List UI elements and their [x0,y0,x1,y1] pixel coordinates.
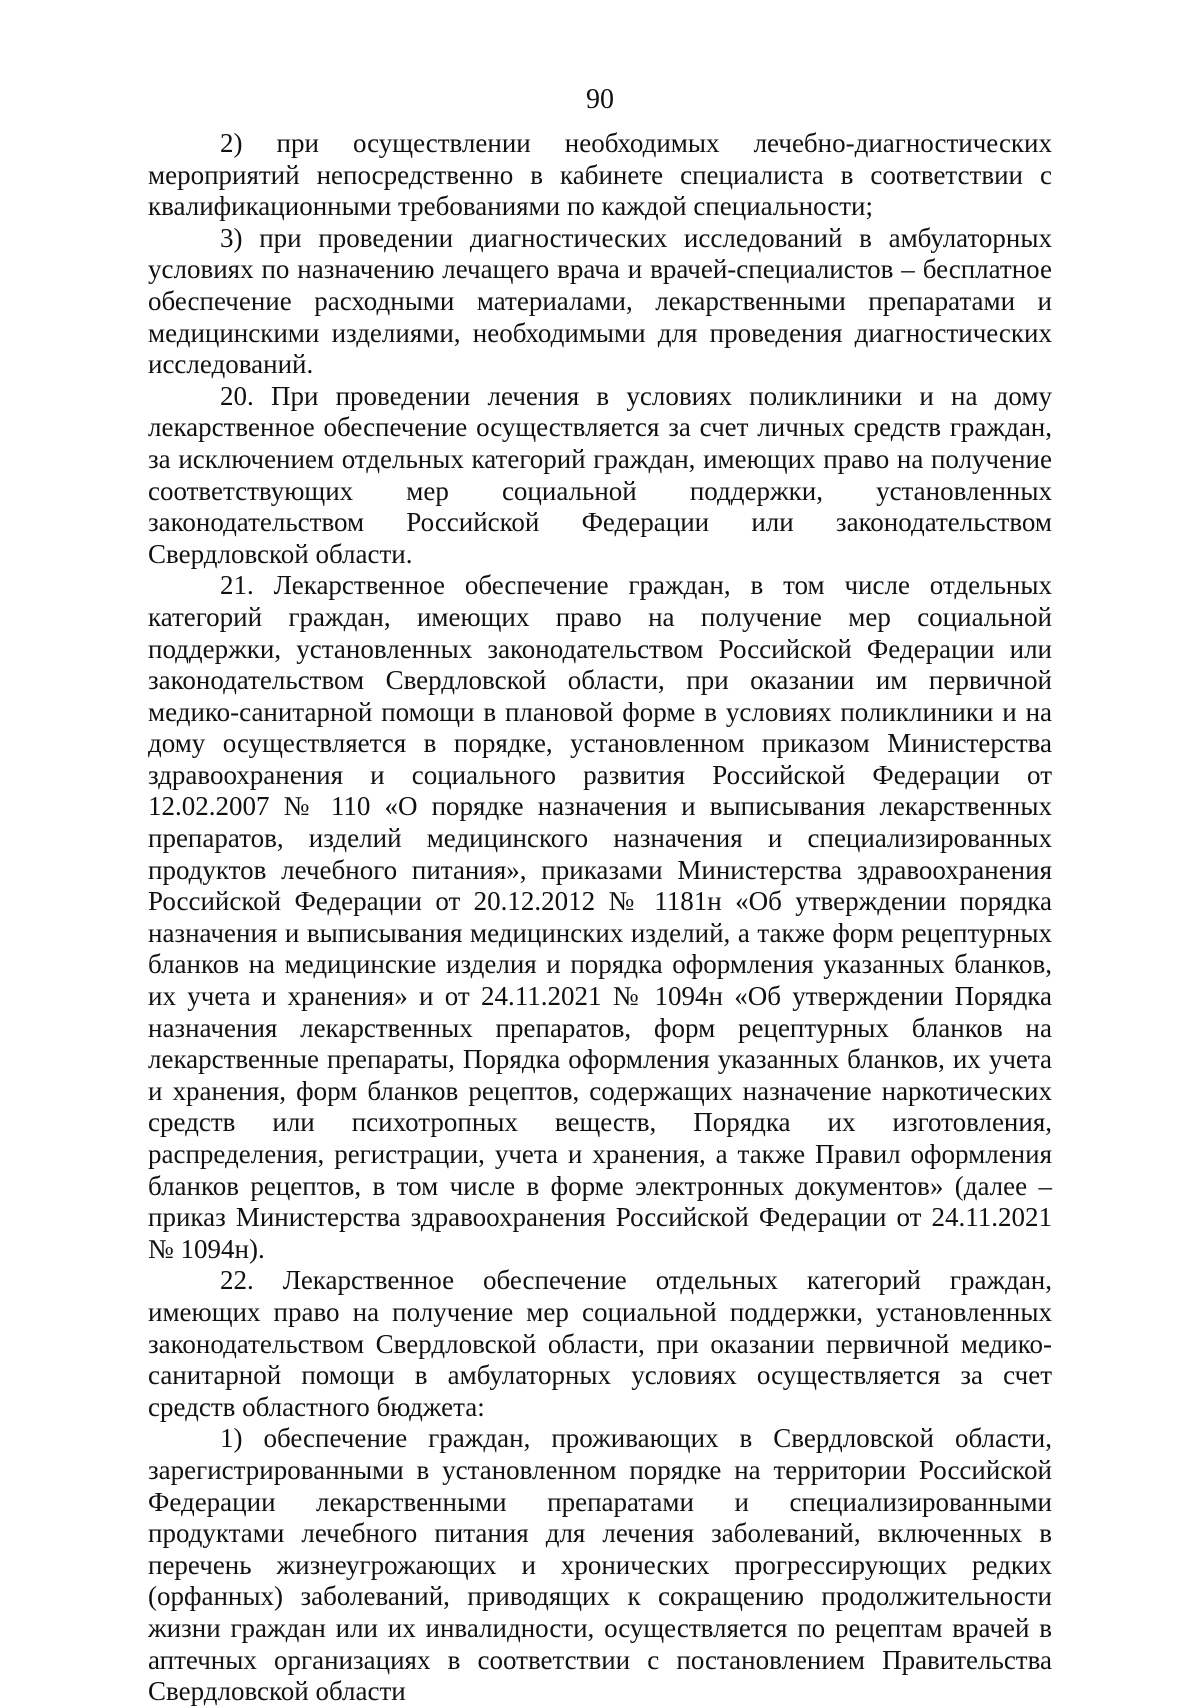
paragraph-item-2: 2) при осуществлении необходимых лечебно-диагностических мероприятий непосредственно в кабинете специалиста в соответствии с квалификационными требованиями по каждой специальности; [148,128,1052,222]
paragraph-20: 20. При проведении лечения в условиях поликлиники и на дому лекарственное обеспечение осуществляется за счет личных средств граждан, за исключением отдельных категорий граждан, имеющих право на получение соответствующих мер социальной поддержки, установленных законодательством Российской Федерации или законодательством Свердловской области. [148,380,1052,569]
paragraph-item-3: 3) при проведении диагностических исследований в амбулаторных условиях по назначению лечащего врача и врачей-специалистов – бесплатное обеспечение расходными материалами, лекарственными препаратами и медицинскими изделиями, необходимыми для проведения диагностических исследований. [148,222,1052,380]
paragraph-22-item-1: 1) обеспечение граждан, проживающих в Свердловской области, зарегистрированными в установленном порядке на территории Российской Федерации лекарственными препаратами и специализированными продуктами лечебного питания для лечения заболеваний, включенных в перечень жизнеугрожающих и хронических прогрессирующих редких (орфанных) заболеваний, приводящих к сокращению продолжительности жизни граждан или их инвалидности, осуществляется по рецептам врачей в аптечных организациях в соответствии с постановлением Правительства Свердловской области [148,1423,1052,1707]
paragraph-21: 21. Лекарственное обеспечение граждан, в том числе отдельных категорий граждан, имеющих право на получение мер социальной поддержки, установленных законодательством Российской Федерации или законодательством Свердловской области, при оказании им первичной медико-санитарной помощи в плановой форме в условиях поликлиники и на дому осуществляется в порядке, установленном приказом Министерства здравоохранения и социального развития Российской Федерации от 12.02.2007 № 110 «О порядке назначения и выписывания лекарственных препаратов, изделий медицинского назначения и специализированных продуктов лечебного питания», приказами Министерства здравоохранения Российской Федерации от 20.12.2012 № 1181н «Об утверждении порядка назначения и выписывания медицинских изделий, а также форм рецептурных бланков на медицинские изделия и порядка оформления указанных бланков, их учета и хранения» и от 24.11.2021 № 1094н «Об утверждении Порядка назначения лекарственных препаратов, форм рецептурных бланков на лекарственные препараты, Порядка оформления указанных бланков, их учета и хранения, форм бланков рецептов, содержащих назначение наркотических средств или психотропных веществ, Порядка их изготовления, распределения, регистрации, учета и хранения, а также Правил оформления бланков рецептов, в том числе в форме электронных документов» (далее – приказ Министерства здравоохранения Российской Федерации от 24.11.2021 № 1094н). [148,570,1052,1264]
document-body [148,128,1052,1708]
page-number: 90 [586,84,614,115]
paragraph-22: 22. Лекарственное обеспечение отдельных категорий граждан, имеющих право на получение мер социальной поддержки, установленных законодательством Свердловской области, при оказании первичной медико-санитарной помощи в амбулаторных условиях осуществляется за счет средств областного бюджета: [148,1265,1052,1422]
